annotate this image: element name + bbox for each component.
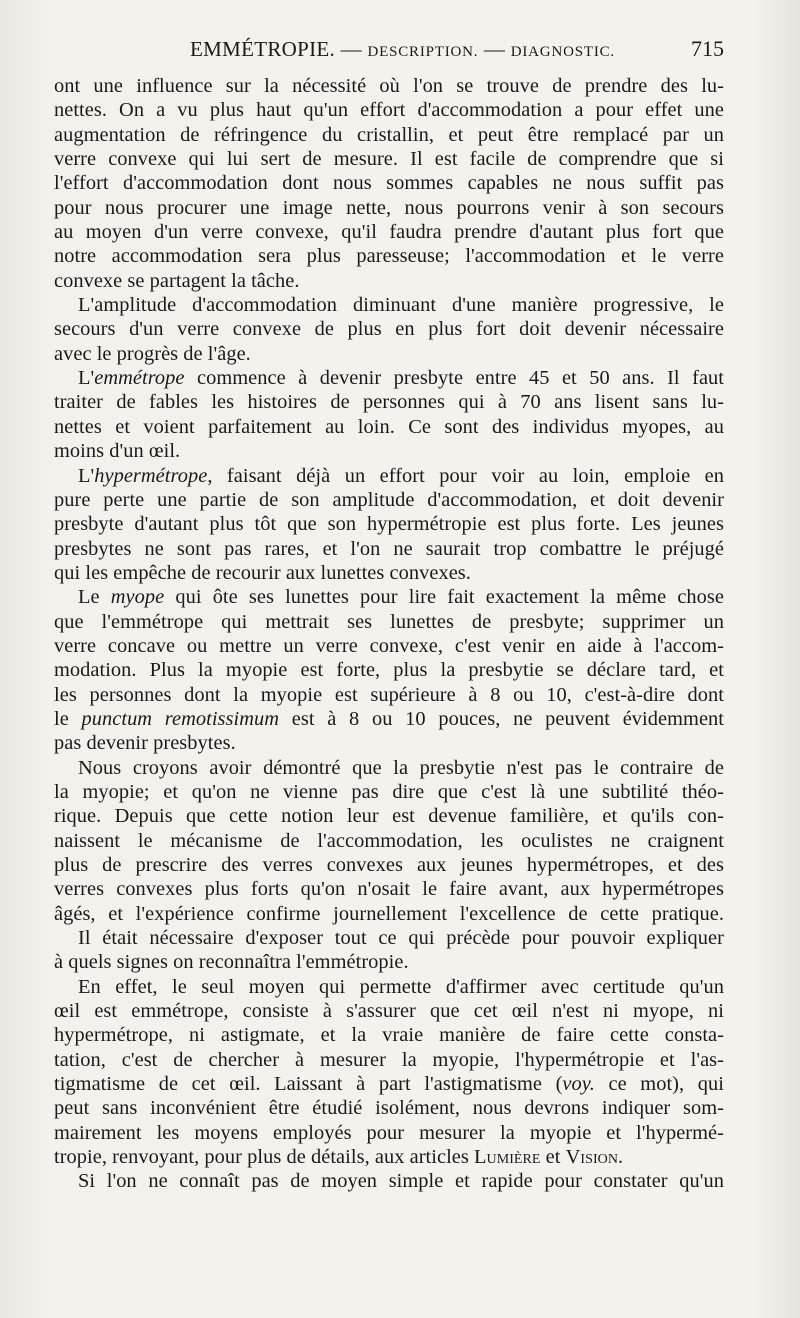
italic-term: voy.	[562, 1073, 595, 1096]
running-head-title: EMMÉTROPIE.	[190, 37, 336, 61]
text-line: pour nous procurer une image nette, nous pourrons venir à son secours	[54, 196, 724, 219]
text-line: mairement les moyens employés pour mesurer la myopie et l'hypermé-	[54, 1121, 724, 1144]
text-line: rique. Depuis que cette notion leur est devenue familière, et qu'ils con-	[54, 805, 724, 828]
running-head-dash: —	[335, 37, 368, 61]
text-run: ce mot), qui	[594, 1073, 724, 1096]
text-line: ont une influence sur la nécessité où l'on se trouve de prendre des lu-	[54, 75, 724, 97]
text-line: les personnes dont la myopie est supérieure à 8 ou 10, c'est-à-dire dont	[54, 683, 724, 706]
italic-term: hypermétrope	[94, 464, 208, 487]
text-line: augmentation de réfringence du cristallin, et peut être remplacé par un	[54, 123, 724, 146]
text-line: avec le progrès de l'âge.	[54, 342, 251, 365]
text-line: âgés, et l'expérience confirme journellement l'excellence de cette pratique.	[54, 902, 724, 925]
running-head	[54, 37, 691, 62]
text-line: que l'emmétrope qui mettrait ses lunettes de presbyte; supprimer un	[54, 610, 724, 633]
text-line	[54, 464, 724, 488]
text-line: la myopie; et qu'on ne vienne pas dire que c'est là une subtilité théo-	[54, 780, 724, 803]
text-line: naissent le mécanisme de l'accommodation, les oculistes ne craignent	[54, 829, 724, 852]
text-run: tigmatisme de cet œil. Laissant à part l'astigmatisme (	[54, 1073, 563, 1096]
text-run: est à 8 ou 10 pouces, ne peuvent évidemment	[279, 707, 724, 730]
text-line: Si l'on ne connaît pas de moyen simple et rapide pour constater qu'un	[78, 1170, 724, 1193]
text-line: hypermétrope, ni astigmate, et la vraie manière de faire cette consta-	[54, 1024, 724, 1047]
text-run: tropie, renvoyant, pour plus de détails, aux articles	[54, 1146, 475, 1169]
text-line: Nous croyons avoir démontré que la presbytie n'est pas le contraire de	[78, 756, 724, 779]
italic-term: myope	[110, 586, 165, 609]
text-run: et	[540, 1146, 566, 1169]
page-number: 715	[691, 36, 724, 61]
text-line: tation, c'est de chercher à mesurer la myopie, l'hypermétropie et l'as-	[54, 1048, 724, 1071]
text-line: peut sans inconvénient être étudié isolément, nous devrons indiquer som-	[54, 1097, 724, 1120]
text-run: Le	[78, 586, 111, 609]
text-line: l'effort d'accommodation dont nous sommes capables ne nous suffit pas	[54, 172, 724, 195]
text-line: presbyte d'autant plus tôt que son hypermétropie est plus forte. Les jeunes	[54, 513, 724, 536]
text-run: L'	[78, 464, 95, 487]
text-line: à quels signes on reconnaîtra l'emmétropie.	[54, 951, 409, 974]
text-line: moins d'un œil.	[54, 440, 181, 463]
text-run: qui ôte ses lunettes pour lire fait exactement la même chose	[164, 586, 724, 609]
italic-term: emmétrope	[94, 367, 185, 390]
body-text	[54, 74, 724, 1194]
text-run: commence à devenir presbyte entre 45 et 50 ans. Il faut	[184, 367, 724, 390]
text-run: , faisant déjà un effort pour voir au loin, emploie en	[207, 464, 724, 487]
text-line: verre convexe qui lui sert de mesure. Il est facile de comprendre que si	[54, 148, 724, 171]
text-run: L'	[78, 367, 95, 390]
text-line	[54, 1072, 724, 1096]
running-head-dash: —	[478, 37, 511, 61]
text-line: verres convexes plus forts qu'on n'osait le faire avant, aux hypermétropes	[54, 878, 724, 901]
text-line: plus de prescrire des verres convexes aux jeunes hypermétropes, et des	[54, 854, 724, 876]
text-line: œil est emmétrope, consiste à s'assurer que cet œil n'est ni myope, ni	[54, 1000, 724, 1023]
text-line: L'amplitude d'accommodation diminuant d'une manière progressive, le	[78, 294, 724, 317]
italic-term: punctum remotissimum	[81, 707, 280, 730]
text-line: modation. Plus la myopie est forte, plus la presbytie se déclare tard, et	[54, 659, 724, 682]
running-head-section: DIAGNOSTIC.	[510, 44, 615, 60]
running-head-section: DESCRIPTION.	[367, 44, 479, 60]
text-line: verre concave ou mettre un verre convexe, c'est venir en aide à l'accom-	[54, 634, 724, 657]
text-line: pas devenir presbytes.	[54, 732, 236, 755]
text-line: notre accommodation sera plus paresseuse; l'accommodation et le verre	[54, 245, 724, 268]
page-header	[54, 36, 724, 70]
text-line	[54, 707, 724, 731]
text-line: au moyen d'un verre convexe, qu'il faudra prendre d'autant plus fort que	[54, 221, 724, 244]
article-reference: Vision	[565, 1146, 618, 1169]
text-line	[54, 585, 724, 609]
text-line: pure perte une partie de son amplitude d'accommodation, et doit devenir	[54, 488, 724, 511]
text-line: nettes et voient parfaitement au loin. Ce sont des individus myopes, au	[54, 415, 724, 438]
text-line	[54, 1145, 724, 1169]
article-reference: Lumière	[474, 1146, 541, 1169]
text-line: En effet, le seul moyen qui permette d'affirmer avec certitude qu'un	[78, 975, 724, 998]
text-run: le	[54, 707, 82, 730]
text-line	[54, 366, 724, 390]
text-line: nettes. On a vu plus haut qu'un effort d'accommodation a pour effet une	[54, 99, 724, 122]
text-line: traiter de fables les histoires de personnes qui à 70 ans lisent sans lu-	[54, 391, 724, 414]
text-line: qui les empêche de recourir aux lunettes convexes.	[54, 561, 471, 584]
text-line: presbytes ne sont pas rares, et l'on ne saurait trop combattre le préjugé	[54, 537, 724, 560]
text-line: convexe se partagent la tâche.	[54, 269, 300, 292]
text-run: .	[617, 1146, 624, 1169]
text-line: Il était nécessaire d'exposer tout ce qui précède pour pouvoir expliquer	[78, 927, 724, 950]
text-line: secours d'un verre convexe de plus en plus fort doit devenir nécessaire	[54, 318, 724, 341]
